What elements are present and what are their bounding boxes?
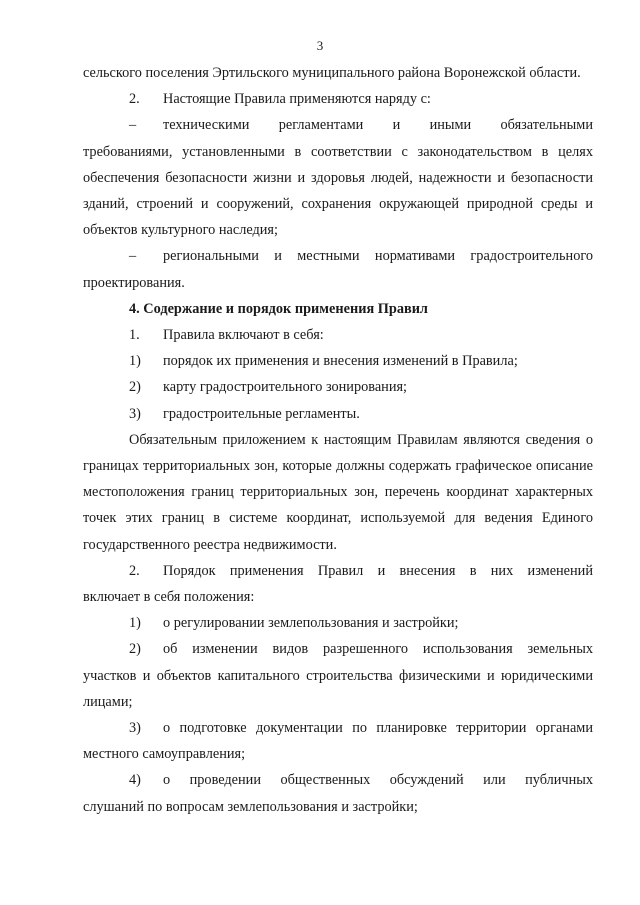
position-item-2-continuation: участков и объектов капитального строительства физическими и юридическими лицами; — [83, 667, 593, 710]
list-item-text: Настоящие Правила применяются наряду с: — [163, 91, 431, 108]
position-item-3 — [83, 715, 593, 741]
position-item-1 — [83, 610, 593, 636]
list-marker: 2) — [129, 641, 141, 658]
list-marker: 4) — [129, 772, 141, 789]
sub-item-1 — [83, 348, 593, 374]
list-item-text: карту градостроительного зонирования; — [163, 379, 408, 396]
list-item-text: градостроительные регламенты. — [163, 405, 360, 422]
section4-item-2-continuation: включает в себя положения: — [83, 589, 255, 606]
dash-item-1-continuation: требованиями, установленными в соответствии с законодательством в целях обеспечения безопасности жизни и здоровья людей, надежности и безопасности зданий, строений и сооружений, сохранения окружающей природной среды и объектов культурного наследия; — [83, 143, 593, 239]
list-item-text: о регулировании землепользования и застройки; — [163, 615, 459, 632]
list-marker: 1) — [129, 353, 141, 370]
dash-item-1 — [83, 112, 593, 138]
list-item-first-line: о подготовке документации по планировке территории органами — [163, 720, 593, 737]
list-marker: 1) — [129, 615, 141, 632]
list-item-first-line: об изменении видов разрешенного использования земельных — [163, 641, 593, 658]
list-marker: 3) — [129, 720, 141, 737]
intro-paragraph: сельского поселения Эртильского муниципального района Воронежской области. — [83, 65, 581, 81]
list-marker: 2. — [129, 562, 140, 579]
dash-marker: – — [129, 248, 137, 265]
page-number: 3 — [316, 38, 324, 53]
dash-item-2-continuation: проектирования. — [83, 274, 185, 291]
position-item-3-continuation: местного самоуправления; — [83, 746, 246, 763]
sub-item-2 — [83, 374, 593, 400]
sub-item-3 — [83, 401, 593, 427]
list-item-first-line: о проведении общественных обсуждений или публичных — [163, 772, 593, 789]
list-item-first-line: Порядок применения Правил и внесения в них изменений — [163, 562, 593, 579]
section-heading: 4. Содержание и порядок применения Правил — [129, 300, 428, 317]
section4-item-1 — [83, 322, 593, 348]
dash-item-first-line: техническими регламентами и иными обязательными — [163, 117, 593, 134]
list-item-text: Правила включают в себя: — [163, 327, 324, 344]
list-item-2 — [83, 86, 593, 112]
section4-item-2 — [83, 558, 593, 584]
list-item-text: порядок их применения и внесения изменений в Правила; — [163, 353, 518, 370]
annex-paragraph: Обязательным приложением к настоящим Правилам являются сведения о границах территориальных зон, которые должны содержать графическое описание местоположения границ территориальных зон, перечень координат характерных точек этих границ в системе координат, используемой для ведения Единого государственного реестра недвижимости. — [83, 431, 593, 553]
list-marker: 1. — [129, 327, 140, 344]
dash-item-first-line: региональными и местными нормативами градостроительного — [163, 248, 593, 265]
document-body — [83, 60, 593, 820]
dash-item-2 — [83, 243, 593, 269]
dash-marker: – — [129, 117, 137, 134]
position-item-4-continuation: слушаний по вопросам землепользования и застройки; — [83, 798, 418, 815]
list-marker: 2) — [129, 379, 141, 396]
list-marker: 3) — [129, 405, 141, 422]
position-item-2 — [83, 636, 593, 662]
list-marker: 2. — [129, 91, 140, 108]
position-item-4 — [83, 767, 593, 793]
